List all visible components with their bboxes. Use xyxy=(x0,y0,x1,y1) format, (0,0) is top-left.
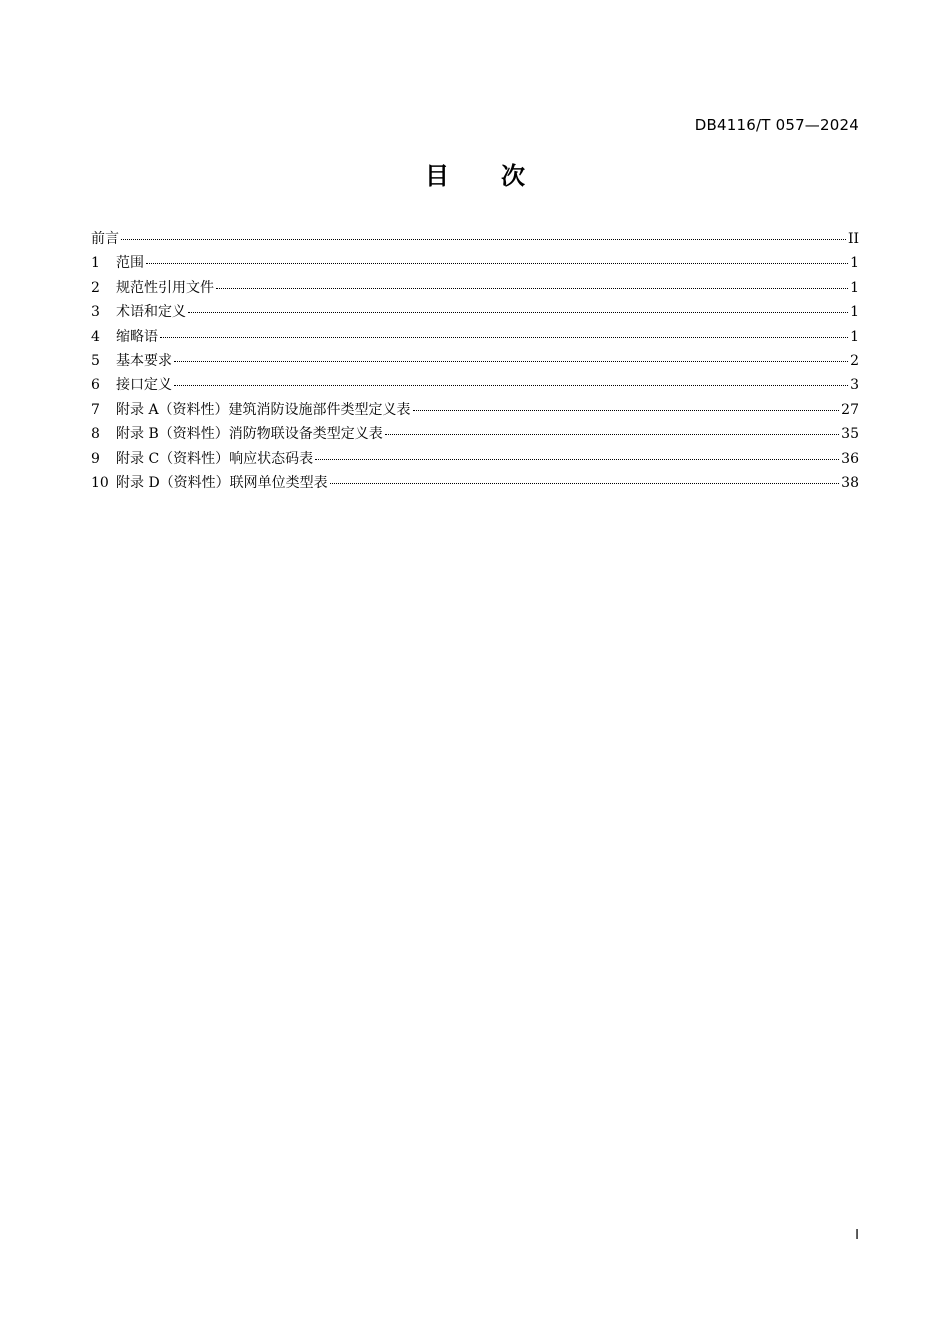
toc-entry-number: 5 xyxy=(91,352,100,369)
toc-entry-label: 范围 xyxy=(116,255,144,272)
toc-entry-foreword[interactable] xyxy=(91,228,859,252)
toc-entry-page: 1 xyxy=(850,255,859,272)
toc-entry-8[interactable] xyxy=(91,423,859,447)
toc-leader-dots xyxy=(216,288,848,289)
toc-entry-number: 7 xyxy=(91,401,100,418)
toc-entry-page: II xyxy=(847,231,859,247)
toc-entry-label: 附录 B（资料性）消防物联设备类型定义表 xyxy=(116,426,383,443)
toc-leader-dots xyxy=(121,239,846,240)
toc-entry-10[interactable] xyxy=(91,472,859,496)
toc-title-char-1: 目 xyxy=(425,162,449,190)
toc-leader-dots xyxy=(146,263,848,264)
toc-entry-label: 缩略语 xyxy=(116,328,158,345)
table-of-contents xyxy=(91,228,859,496)
toc-entry-label: 附录 A（资料性）建筑消防设施部件类型定义表 xyxy=(116,401,411,418)
toc-entry-number: 1 xyxy=(91,255,100,272)
toc-leader-dots xyxy=(413,410,840,411)
toc-entry-number: 3 xyxy=(91,304,100,321)
toc-entry-label: 基本要求 xyxy=(116,352,172,369)
toc-entry-page: 27 xyxy=(841,401,859,418)
toc-entry-5[interactable] xyxy=(91,350,859,374)
toc-leader-dots xyxy=(385,434,839,435)
toc-leader-dots xyxy=(330,483,839,484)
toc-title-char-2: 次 xyxy=(501,162,525,190)
toc-entry-1[interactable] xyxy=(91,252,859,276)
toc-leader-dots xyxy=(315,459,839,460)
toc-title xyxy=(0,156,950,191)
toc-entry-label: 接口定义 xyxy=(116,377,172,394)
toc-entry-number: 2 xyxy=(91,279,100,296)
toc-entry-number: 10 xyxy=(91,474,109,491)
toc-entry-3[interactable] xyxy=(91,301,859,325)
toc-entry-label: 术语和定义 xyxy=(116,304,186,321)
toc-entry-page: 35 xyxy=(841,426,859,443)
toc-entry-page: 38 xyxy=(841,474,859,491)
toc-entry-number: 8 xyxy=(91,426,100,443)
toc-leader-dots xyxy=(174,361,848,362)
toc-entry-page: 1 xyxy=(850,328,859,345)
toc-entry-number: 4 xyxy=(91,328,100,345)
toc-entry-page: 1 xyxy=(850,279,859,296)
toc-entry-label: 附录 C（资料性）响应状态码表 xyxy=(116,450,314,467)
toc-entry-6[interactable] xyxy=(91,374,859,398)
toc-entry-label: 附录 D（资料性）联网单位类型表 xyxy=(116,474,328,491)
toc-entry-page: 1 xyxy=(850,304,859,321)
toc-leader-dots xyxy=(188,312,848,313)
toc-entry-number: 6 xyxy=(91,377,100,394)
document-code: DB4116/T 057—2024 xyxy=(694,116,859,134)
toc-entry-4[interactable] xyxy=(91,326,859,350)
toc-entry-9[interactable] xyxy=(91,448,859,472)
toc-entry-page: 2 xyxy=(850,352,859,369)
toc-entry-label: 规范性引用文件 xyxy=(116,279,214,296)
toc-leader-dots xyxy=(174,385,848,386)
toc-entry-number: 9 xyxy=(91,450,100,467)
toc-leader-dots xyxy=(160,337,848,338)
toc-entry-page: 36 xyxy=(841,450,859,467)
toc-entry-2[interactable] xyxy=(91,277,859,301)
toc-entry-7[interactable] xyxy=(91,399,859,423)
toc-entry-page: 3 xyxy=(850,377,859,394)
toc-entry-label: 前言 xyxy=(91,231,119,247)
page-number: I xyxy=(855,1228,859,1243)
